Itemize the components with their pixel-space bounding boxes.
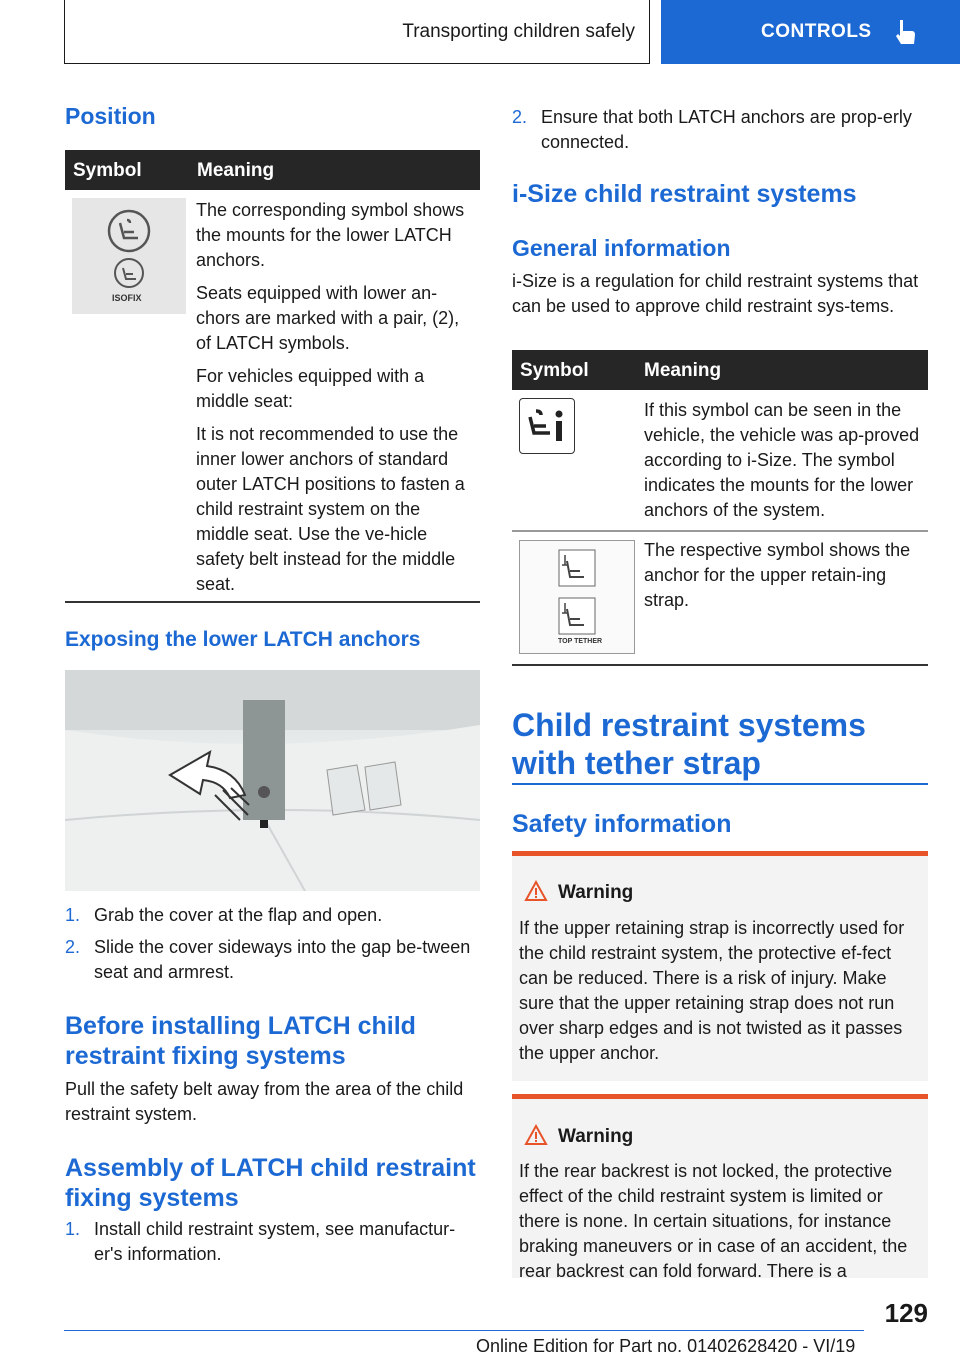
assembly-step-text: Install child restraint system, see manufactur-er's information. — [94, 1219, 456, 1264]
footer-rule — [64, 1330, 864, 1331]
top-tether-label: TOP TETHER — [558, 638, 603, 645]
warning-text: If the rear backrest is not locked, the protective effect of the child restraint system is limited or there is none. In certain situations, for instance braking maneuvers or in case of an accident, the rear backrest can fold forward. There is a — [519, 1161, 908, 1281]
warning-title: Warning — [558, 882, 634, 903]
assembly-step-number: 1. — [65, 1219, 81, 1239]
exposing-heading: Exposing the lower LATCH anchors — [65, 628, 421, 651]
warning-triangle-icon — [524, 1124, 548, 1146]
table1-bottom-rule — [65, 601, 480, 603]
isofix-symbol — [72, 198, 186, 314]
latch-cover-illustration — [65, 670, 480, 891]
warning-triangle-icon — [524, 880, 548, 902]
safety-info-heading: Safety information — [512, 810, 732, 838]
exposing-step-number: 2. — [65, 937, 81, 957]
isize-table-bottom-rule — [512, 664, 928, 666]
isize-seat-icon — [520, 399, 573, 452]
isize-row-divider — [512, 530, 928, 532]
warning-text: If the upper retaining strap is incorrectly used for the child restraint system, the protective ef-fect can be reduced. There is a risk of injury. Make sure that the upper retaining strap does not run over sharp edges and is not twisted as it passes the upper anchor. — [519, 918, 905, 1063]
before-installing-text: Pull the safety belt away from the area of the child restraint system. — [65, 1079, 464, 1124]
col-symbol-header: Symbol — [520, 360, 589, 381]
table1-para: It is not recommended to use the inner lower anchors of standard outer LATCH positions to fasten a child restraint system on the middle seat. Use the ve-hicle safety belt instead for the middle seat. — [196, 424, 465, 594]
general-info-text: i-Size is a regulation for child restraint systems that can be used to approve child restraint sys-tems. — [512, 271, 919, 316]
table1-para: The corresponding symbol shows the mounts for the lower LATCH anchors. — [196, 200, 465, 270]
exposing-step-text: Grab the cover at the flap and open. — [94, 905, 383, 925]
warning-box — [512, 851, 928, 1081]
header-chapter-title: CONTROLS — [761, 21, 872, 42]
isize-row2-meaning: The respective symbol shows the anchor for the upper retain-ing strap. — [644, 540, 911, 610]
exposing-step-number: 1. — [65, 905, 81, 925]
tether-heading-underline — [512, 783, 928, 785]
assembly-step-text: Ensure that both LATCH anchors are prop-erly connected. — [541, 107, 912, 152]
assembly-heading: Assembly of LATCH child restraint fixing systems — [65, 1154, 476, 1212]
header-section-title: Transporting children safely — [402, 20, 635, 42]
isize-row1-meaning: If this symbol can be seen in the vehicle, the vehicle was ap-proved according to i-Size. The symbol indicates the mounts for the lower anchors of the system. — [644, 400, 920, 520]
assembly-step-number: 2. — [512, 107, 528, 127]
table1-meaning-cell — [196, 198, 476, 597]
isofix-label: ISOFIX — [112, 293, 142, 303]
before-installing-heading: Before installing LATCH child restraint fixing systems — [65, 1012, 416, 1070]
symbol-table-header — [65, 150, 480, 190]
page-number: 129 — [884, 1298, 928, 1328]
exposing-step-text: Slide the cover sideways into the gap be-tween seat and armrest. — [94, 937, 471, 982]
isize-table-header — [512, 350, 928, 390]
header-chapter-tab[interactable] — [661, 0, 960, 64]
isize-seat-symbol — [519, 398, 575, 454]
col-meaning-header: Meaning — [644, 360, 722, 381]
top-tether-icon — [520, 541, 634, 653]
top-tether-symbol — [519, 540, 635, 654]
seat-illustration-image — [65, 670, 480, 891]
isize-heading: i-Size child restraint systems — [512, 180, 857, 208]
header-section-tab — [64, 0, 650, 64]
table1-para: For vehicles equipped with a middle seat: — [196, 366, 425, 411]
warning-box — [512, 1094, 928, 1281]
pointing-hand-icon — [894, 18, 916, 46]
position-heading: Position — [65, 103, 156, 129]
footer-edition: Online Edition for Part no. 01402628420 - VI/19 — [476, 1336, 856, 1356]
col-meaning-header: Meaning — [197, 160, 275, 181]
col-symbol-header: Symbol — [73, 160, 142, 181]
general-info-heading: General information — [512, 235, 731, 261]
warning-title: Warning — [558, 1126, 634, 1147]
tether-strap-heading: Child restraint systems with tether strap — [512, 707, 866, 781]
table1-para: Seats equipped with lower an-chors are marked with a pair, (2), of LATCH symbols. — [196, 283, 460, 353]
